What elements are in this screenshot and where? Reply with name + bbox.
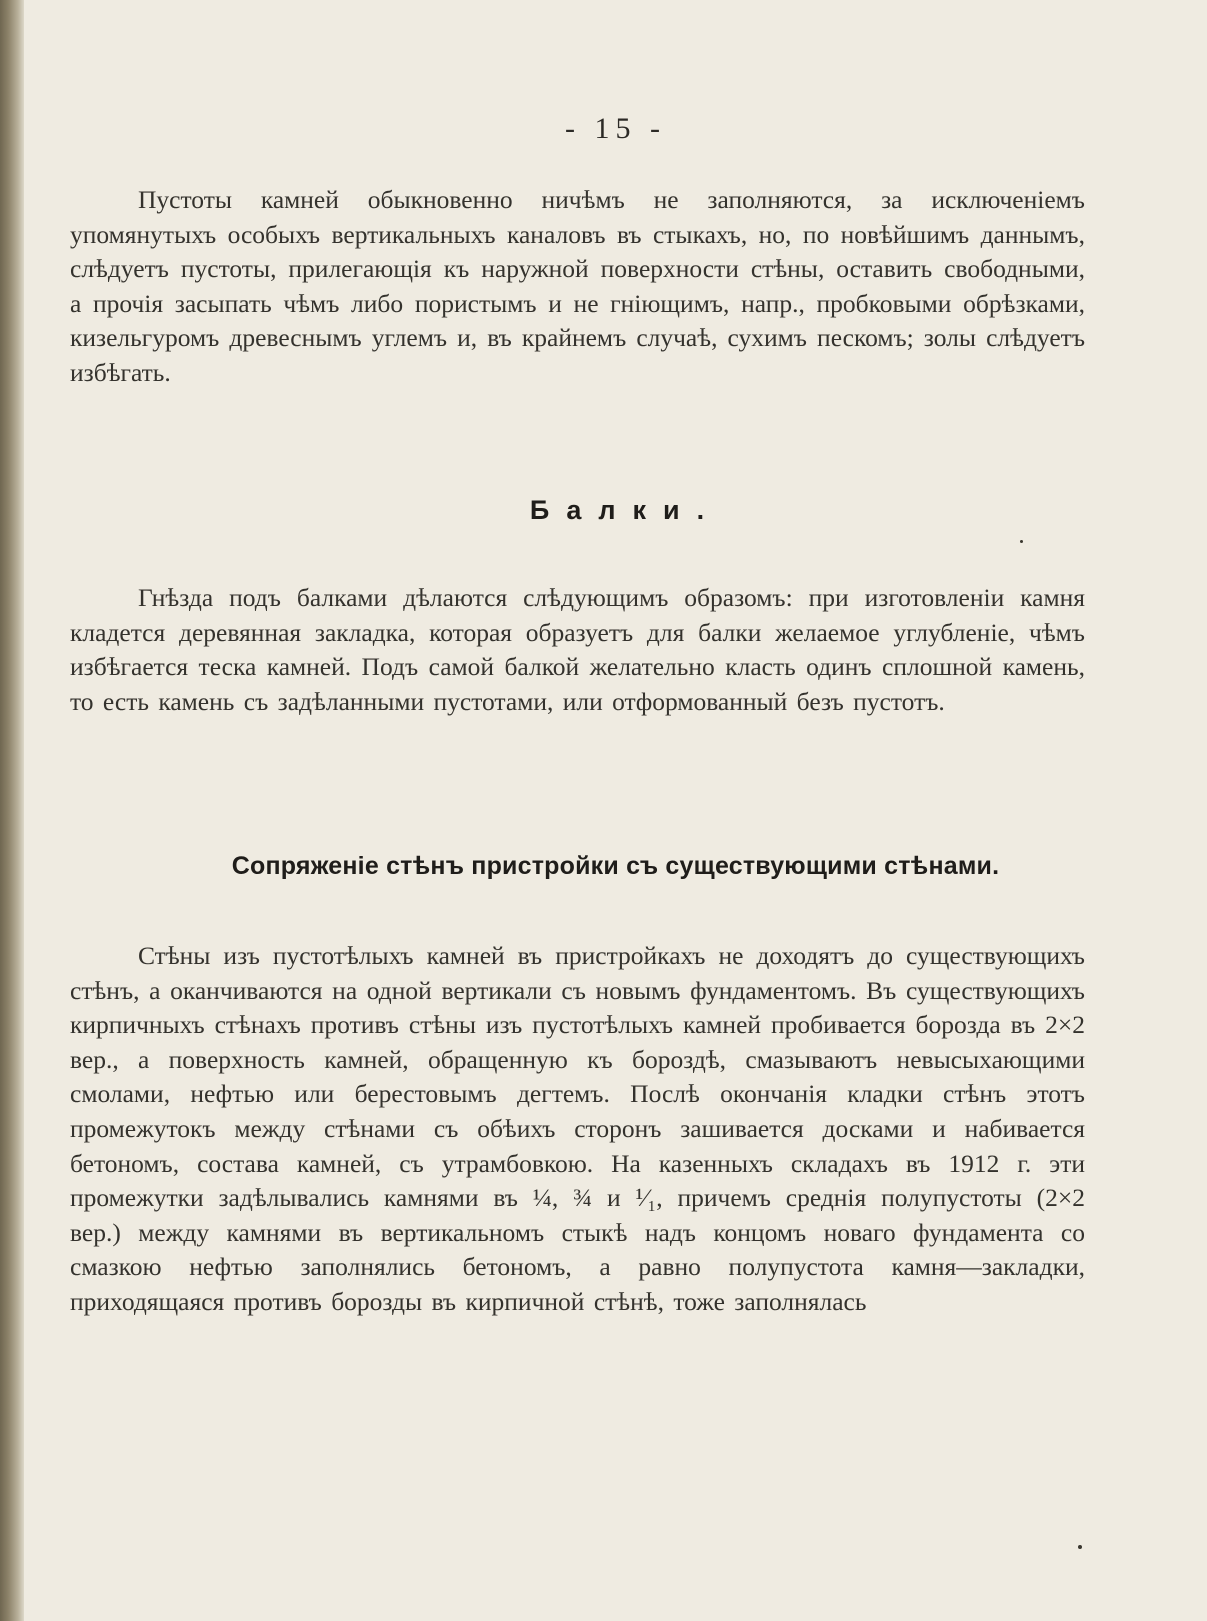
paragraph-beam-sockets: Гнѣзда подъ балками дѣлаются слѣдующимъ образомъ: при изготовленіи камня кладется деревянная закладка, которая образуетъ для балки желаемое углубленіе, чѣмъ избѣгается теска камней. Подъ самой балкой желательно класть одинъ сплошной камень, то есть камень съ задѣланными пустотами, или отформованный безъ пустотъ.: [70, 583, 1085, 716]
book-page: [24, 0, 1207, 1621]
section-heading-beams: Балки.: [529, 495, 722, 525]
ink-speck: [1078, 1545, 1082, 1549]
page-number: - 15 -: [565, 112, 666, 145]
ink-speck: [1020, 540, 1023, 543]
section-heading-wall-junction: Сопряженіе стѣнъ пристройки съ существующими стѣнами.: [231, 852, 1000, 880]
book-spine-shadow: [0, 0, 24, 1621]
paragraph-hollow-fill: Пустоты камней обыкновенно ничѣмъ не заполняются, за исключеніемъ упомянутыхъ особыхъ вертикальныхъ каналовъ въ стыкахъ, но, по новѣйшимъ даннымъ, слѣдуетъ пустоты, прилегающія къ наружной поверхности стѣны, оставить свободными, а прочія засыпать чѣмъ либо пористымъ и не гніющимъ, напр., пробковыми обрѣзками, кизельгуромъ древеснымъ углемъ и, въ крайнемъ случаѣ, сухимъ пескомъ; золы слѣдуетъ избѣгать.: [70, 185, 1085, 387]
paragraph-wall-junction: Стѣны изъ пустотѣлыхъ камней въ пристройкахъ не доходятъ до существующихъ стѣнъ, а оканчиваются на одной вертикали съ новымъ фундаментомъ. Въ существующихъ кирпичныхъ стѣнахъ противъ стѣны изъ пустотѣлыхъ камней пробивается борозда въ 2×2 вер., а поверхность камней, обращенную къ бороздѣ, смазываютъ невысыхающими смолами, нефтью или берестовымъ дегтемъ. Послѣ окончанія кладки стѣнъ этотъ промежутокъ между стѣнами съ обѣихъ сторонъ зашивается досками и набивается бетономъ, состава камней, съ утрамбовкою. На казенныхъ складахъ въ 1912 г. эти промежутки задѣлывались камнями въ ¼, ¾ и ¹⁄₁, причемъ среднія полупустоты (2×2 вер.) между камнями въ вертикальномъ стыкѣ надъ концомъ новаго фундамента со смазкою нефтью заполнялись бетономъ, а равно полупустота камня—закладки, приходящаяся противъ борозды въ кирпичной стѣнѣ, тоже заполнялась: [70, 941, 1085, 1316]
